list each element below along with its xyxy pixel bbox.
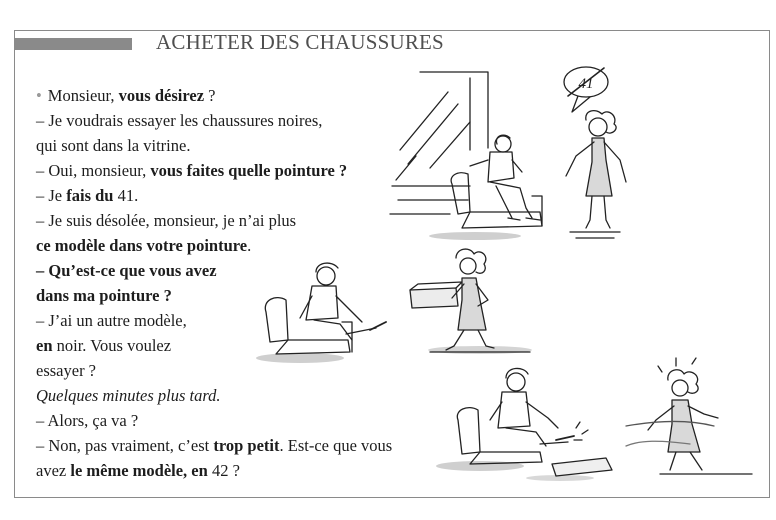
dialogue-line-15: – Non, pas vraiment, c’est trop petit. Est-ce que vous [36,436,393,455]
scene-window [390,72,542,240]
bullet-icon: • [36,86,42,105]
dialogue-line-8: – Qu’est-ce que vous avez [36,261,217,280]
dialogue-line-11: en noir. Vous voulez [36,336,172,355]
dialogue-line-6: – Je suis désolée, monsieur, je n’ai plus [36,211,297,230]
page-title: ACHETER DES CHAUSSURES [156,30,444,54]
scene-too-small [436,358,752,481]
dialogue-line-3: qui sont dans la vitrine. [36,136,191,155]
dialogue-line-14: – Alors, ça va ? [36,411,139,430]
dialogue-line-12: essayer ? [36,361,97,380]
dialogue-line-1: • Monsieur, vous désirez ? [36,86,216,105]
dialogue-line-9: dans ma pointure ? [36,286,172,305]
scene-box [256,249,532,363]
dialogue-line-10: – J’ai un autre modèle, [36,311,187,330]
speech-bubble-text: 41 [578,76,594,92]
saleswoman-1 [566,111,626,238]
dialogue-line-16: avez le même modèle, en 42 ? [36,461,240,480]
dialogue-line-2: – Je voudrais essayer les chaussures noires, [36,111,323,130]
dialogue-line-4: – Oui, monsieur, vous faites quelle pointure ? [36,161,348,180]
dialogue-line-13: Quelques minutes plus tard. [36,386,221,405]
dialogue-line-5: – Je fais du 41. [36,186,139,205]
dialogue-line-7: ce modèle dans votre pointure. [36,236,252,255]
